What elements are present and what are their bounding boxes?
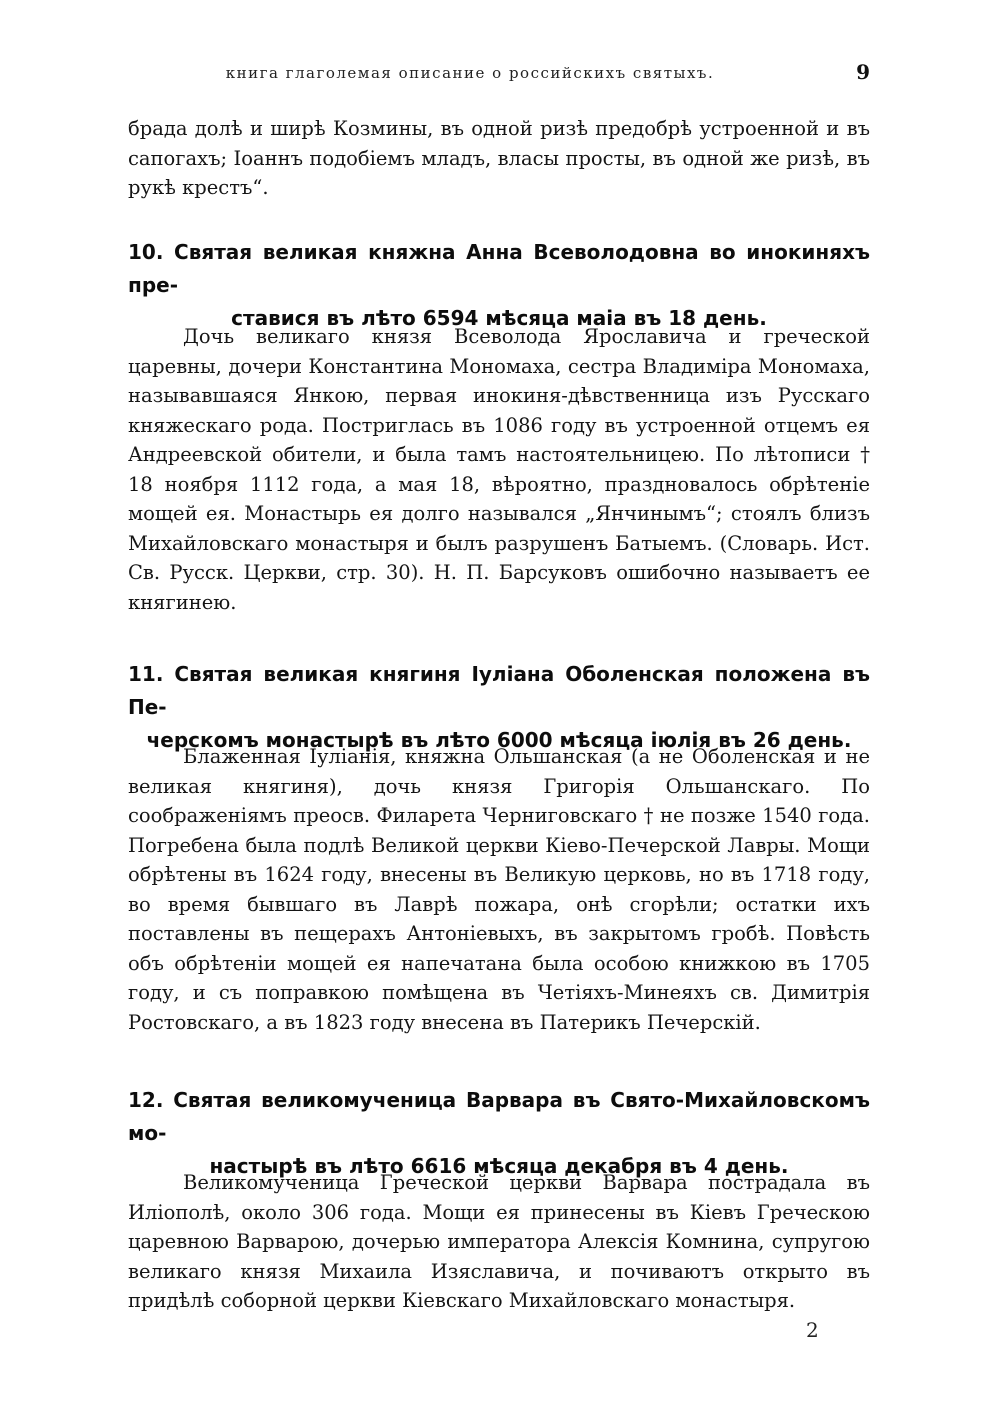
page-number: 9 xyxy=(856,60,870,84)
section-12-heading-line2: настырѣ въ лѣто 6616 мѣсяца декабря въ 4 день. xyxy=(209,1154,789,1178)
section-10-heading-line1: 10. Святая великая княжна Анна Всеволодовна во инокиняхъ пре- xyxy=(128,240,870,297)
running-title: книга глаголемая описание о российскихъ святыхъ. xyxy=(225,64,715,82)
running-header xyxy=(130,60,870,90)
section-12-body: Великомученица Греческой церкви Варвара пострадала въ Иліополѣ, около 306 года. Мощи ея принесены въ Кіевъ Греческою царевною Варварою, дочерью императора Алексія Комнина, супругою великаго князя Михаила Изяславича, и почиваютъ открыто въ придѣлѣ соборной церкви Кіевскаго Михайловскаго монастыря. xyxy=(128,1171,870,1312)
section-11-heading-line1: 11. Святая великая княгиня Іуліана Оболенская положена въ Пе- xyxy=(128,662,870,719)
section-10-heading-line2: ставися въ лѣто 6594 мѣсяца маіа въ 18 день. xyxy=(231,306,767,330)
section-12-heading-line1: 12. Святая великомученица Варвара въ Свято-Михайловскомъ мо- xyxy=(128,1088,870,1145)
signature-mark: 2 xyxy=(806,1318,819,1342)
section-11-heading-line2: черскомъ монастырѣ въ лѣто 6000 мѣсяца іюлія въ 26 день. xyxy=(146,728,852,752)
section-10-heading xyxy=(128,236,870,335)
section-11-body: Блаженная Іуліанія, княжна Ольшанская (а не Оболенская и не великая княгиня), дочь князя Григорія Ольшанскаго. По соображеніямъ преосв. Филарета Черниговскаго † не позже 1540 года. Погребена была подлѣ Великой церкви Кіево-Печерской Лавры. Мощи обрѣтены въ 1624 году, внесены въ Великую церковь, но въ 1718 году, во время бывшаго въ Лаврѣ пожара, онѣ сгорѣли; остатки ихъ поставлены въ пещерахъ Антоніевыхъ, въ закрытомъ гробѣ. Повѣсть объ обрѣтеніи мощей ея напечатана была особою книжкою въ 1705 году, и съ поправкою помѣщена въ Четіяхъ-Минеяхъ св. Димитрія Ростовскаго, а въ 1823 году внесена въ Патерикъ Печерскій. xyxy=(128,745,870,1034)
intro-paragraph: брада долѣ и ширѣ Козмины, въ одной ризѣ предобрѣ устроенной и въ сапогахъ; Іоаннъ подобіемъ младъ, власы просты, въ одной же ризѣ, въ рукѣ крестъ“. xyxy=(128,117,870,199)
section-10-body: Дочь великаго князя Всеволода Ярославича и греческой царевны, дочери Константина Мономаха, сестра Владиміра Мономаха, называвшаяся Янкою, первая инокиня-дѣвственница изъ Русскаго княжескаго рода. Постриглась въ 1086 году въ устроенной отцемъ ея Андреевской обители, и была тамъ настоятельницею. По лѣтописи † 18 ноября 1112 года, а мая 18, вѣроятно, праздновалось обрѣтеніе мощей ея. Монастырь ея долго назывался „Янчинымъ“; стоялъ близъ Михайловскаго монастыря и былъ разрушенъ Батыемъ. (Словарь. Ист. Св. Русск. Церкви, стр. 30). Н. П. Барсуковъ ошибочно называетъ ее княгинею. xyxy=(128,325,870,614)
